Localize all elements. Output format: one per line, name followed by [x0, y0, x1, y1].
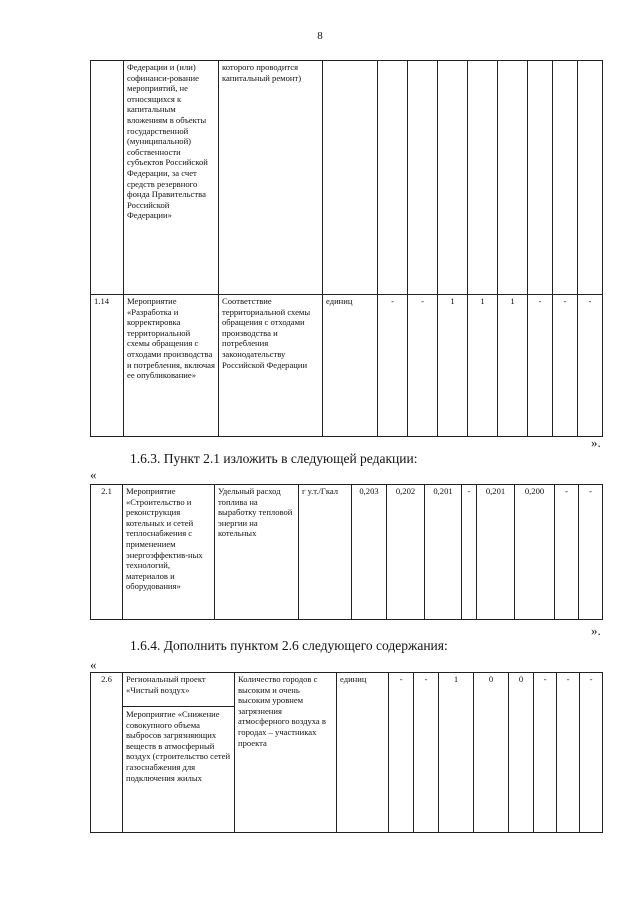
cell-indicator: которого проводится капитальный ремонт)	[219, 61, 323, 295]
cell-value: 0,202	[387, 485, 425, 620]
cell-value: -	[408, 295, 438, 437]
cell-unit: г у.т./Гкал	[299, 485, 352, 620]
cell-num	[91, 61, 124, 295]
cell-value: -	[553, 295, 578, 437]
opening-quote: «	[90, 657, 97, 672]
cell-name: Мероприятие «Строительство и реконструкция котельных и сетей теплоснабжения с применением энергоэффектив-ных технологий, материалов и оборудования»	[123, 485, 215, 620]
cell-value: -	[579, 485, 603, 620]
cell-indicator: Соответствие территориальной схемы обращения с отходами производства и потребления законодательству Российской Федерации	[219, 295, 323, 437]
cell-value: 1	[498, 295, 528, 437]
closing-quote: ».	[591, 435, 601, 450]
cell-value: 1	[439, 673, 474, 833]
page-number: 8	[317, 30, 323, 42]
regional-project-title: Региональный проект «Чистый воздух»	[126, 674, 206, 695]
cell-value	[468, 61, 498, 295]
table-row	[91, 61, 603, 295]
table-2-6	[90, 672, 603, 833]
paragraph-1-6-4: 1.6.4. Дополнить пунктом 2.6 следующего содержания:	[130, 638, 448, 653]
measure-description: Мероприятие «Снижение совокупного объема выбросов загрязняющих веществ в атмосферный воздух (строительство сетей газоснабжения для подключения жилых	[123, 706, 234, 783]
cell-indicator: Количество городов с высоким и очень высоким уровнем загрязнения атмосферного воздуха в городах – участниках проекта	[235, 673, 337, 833]
cell-value	[438, 61, 468, 295]
table-continued	[90, 60, 603, 437]
cell-value: -	[414, 673, 439, 833]
cell-value: -	[528, 295, 553, 437]
cell-value	[528, 61, 553, 295]
cell-value: -	[580, 673, 603, 833]
cell-unit: единиц	[323, 295, 378, 437]
cell-name: Мероприятие «Разработка и корректировка территориальной схемы обращения с отходами производства и потребления, включая ее опубликование»	[124, 295, 219, 437]
cell-value: 0,203	[352, 485, 387, 620]
cell-value	[378, 61, 408, 295]
cell-value: 0,201	[425, 485, 462, 620]
cell-unit	[323, 61, 378, 295]
cell-value: -	[378, 295, 408, 437]
cell-value	[498, 61, 528, 295]
cell-unit: единиц	[337, 673, 389, 833]
paragraph-1-6-3: 1.6.3. Пункт 2.1 изложить в следующей редакции:	[130, 451, 418, 466]
cell-value: 0,200	[515, 485, 555, 620]
cell-value	[553, 61, 578, 295]
cell-value: 0	[509, 673, 534, 833]
cell-value: -	[557, 673, 580, 833]
cell-value: -	[578, 295, 603, 437]
closing-quote: ».	[591, 623, 601, 638]
table-2-1	[90, 484, 603, 620]
opening-quote: «	[90, 467, 97, 482]
cell-value	[408, 61, 438, 295]
table-row	[91, 295, 603, 437]
cell-value	[578, 61, 603, 295]
cell-num: 2.6	[91, 673, 123, 833]
cell-value: 1	[438, 295, 468, 437]
cell-value: -	[462, 485, 477, 620]
cell-name: Федерации и (или) софинанси-рование мероприятий, не относящихся к капитальным вложениям в объекты государственной (муниципальной) собственности субъектов Российской Федерации, за счет средств резервного фонда Правительства Российской Федерации»	[124, 61, 219, 295]
cell-value: -	[534, 673, 557, 833]
cell-value: 0,201	[477, 485, 515, 620]
cell-value: -	[389, 673, 414, 833]
cell-value: 0	[474, 673, 509, 833]
cell-num: 1.14	[91, 295, 124, 437]
cell-num: 2.1	[91, 485, 123, 620]
cell-indicator: Удельный расход топлива на выработку тепловой энергии на котельных	[215, 485, 299, 620]
cell-name	[123, 673, 235, 833]
cell-value: -	[555, 485, 579, 620]
table-row	[91, 485, 603, 620]
table-row	[91, 673, 603, 833]
cell-value: 1	[468, 295, 498, 437]
